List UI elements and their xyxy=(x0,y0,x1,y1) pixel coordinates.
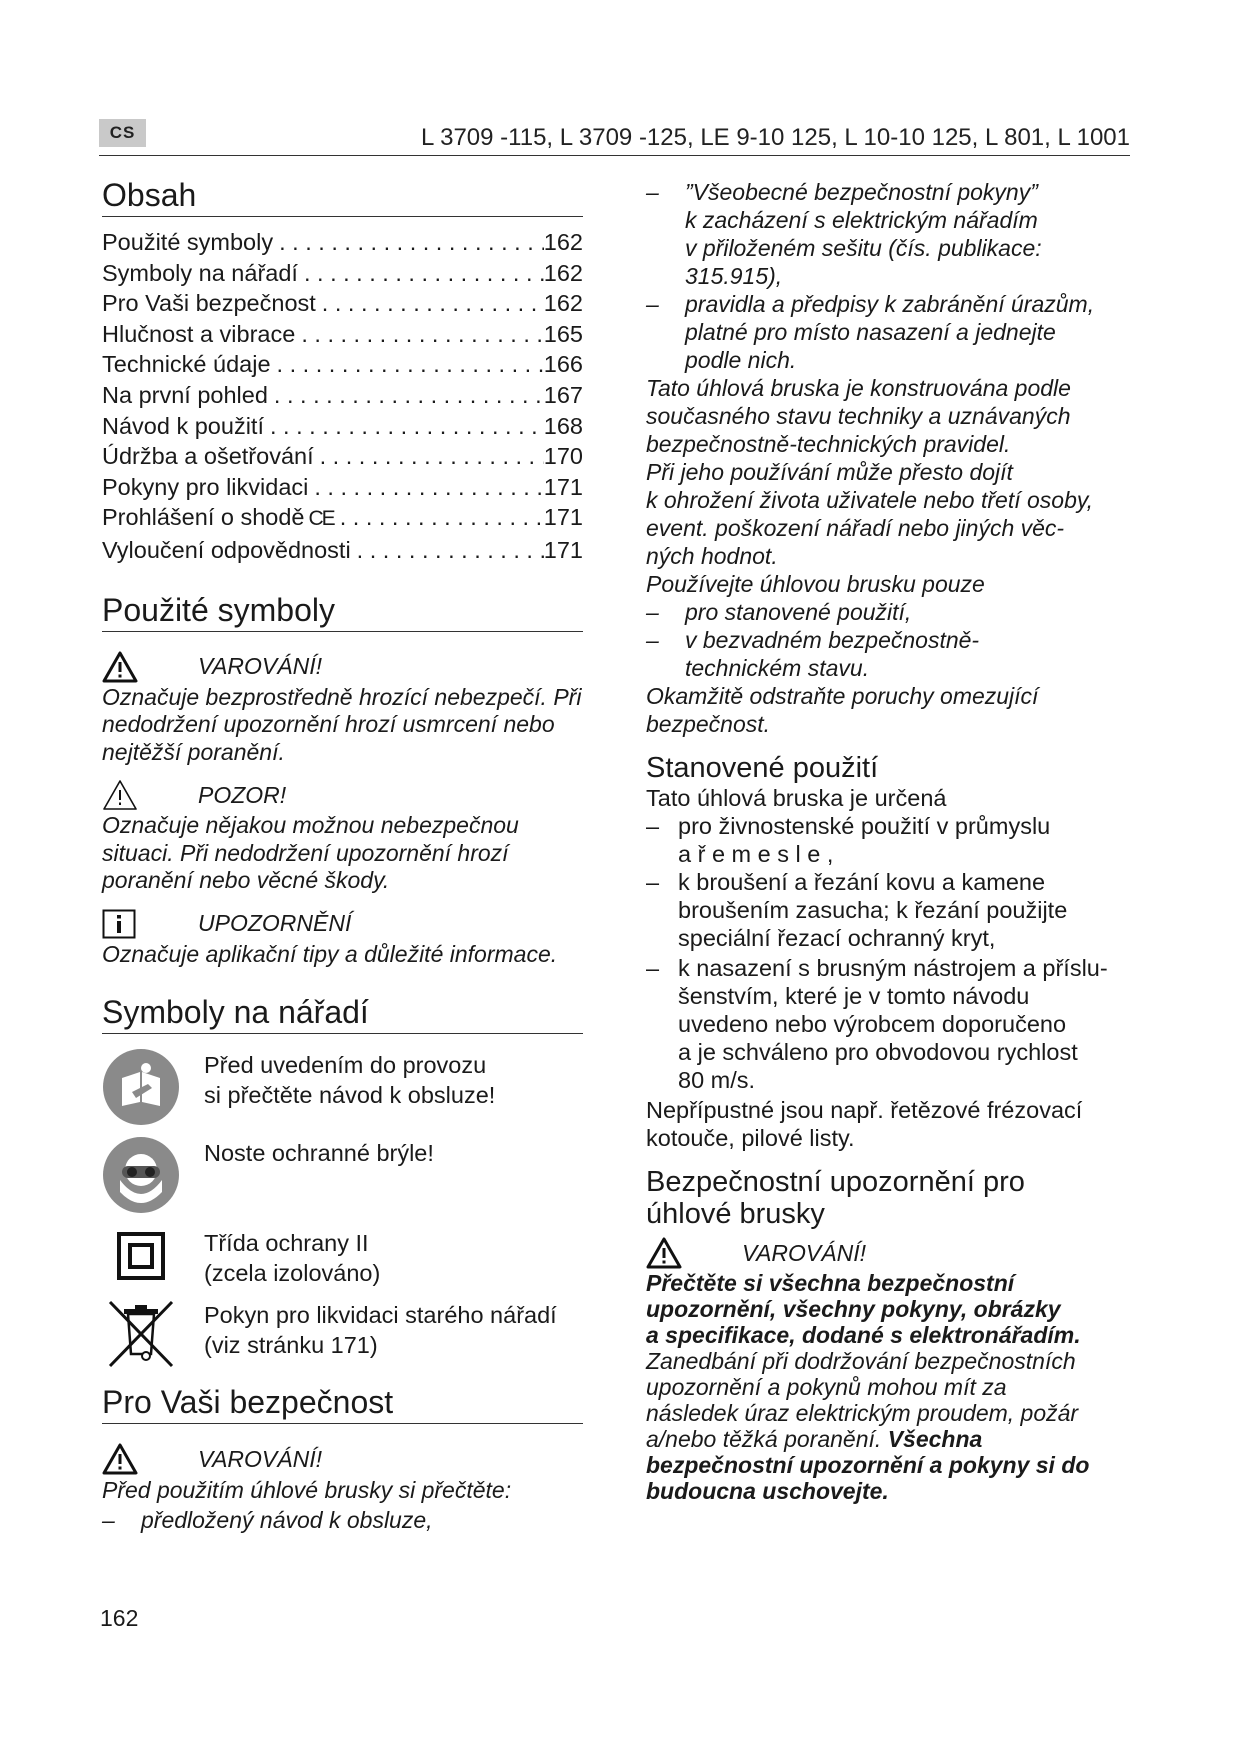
list-item: – pro stanovené použití, xyxy=(646,599,912,625)
safety-paragraph: Tato úhlová bruska je konstruována podle současného stavu techniky a uznávaných bezpečnostně-technických pravidel. Při jeho používání může přesto dojít k ohrožení života uživatele nebo třetí osoby, event. poškození nářadí nebo jiných věc- ných hodnot. Používejte úhlovou brusku pouze xyxy=(646,375,1094,597)
toc-item[interactable] xyxy=(102,227,583,258)
caution-label: POZOR! xyxy=(198,781,287,808)
toc-item[interactable] xyxy=(102,472,583,503)
safety-warning-heading xyxy=(102,1442,583,1476)
toc-label: Návod k použití xyxy=(102,412,264,439)
warning-triangle-icon xyxy=(102,651,198,683)
warning-label: VAROVÁNÍ! xyxy=(198,1445,322,1472)
symbols-title: Použité symboly xyxy=(102,590,583,632)
warning-triangle-icon xyxy=(102,1443,198,1475)
disposal-bin-icon xyxy=(102,1298,204,1370)
header-divider xyxy=(99,155,1130,156)
toc-label: Symboly na nářadí xyxy=(102,259,298,286)
model-list: L 3709 -115, L 3709 -125, LE 9-10 125, L 10-10 125, L 801, L 1001 xyxy=(420,124,1130,151)
safety-paragraph: Okamžitě odstraňte poruchy omezující bezpečnost. xyxy=(646,683,1039,737)
toc-item[interactable] xyxy=(102,502,583,535)
caution-text: Označuje nějakou možnou nebezpečnou situaci. Při nedodržení upozornění hrozí poranění nebo věcné škody. xyxy=(102,812,519,894)
toc-leader xyxy=(273,227,544,258)
warning-heading xyxy=(102,650,583,684)
list-item: – pro živnostenské použití v průmyslu a ř e m e s l e , xyxy=(646,813,1051,867)
toc-label: Technické údaje xyxy=(102,351,271,378)
toc-page: 171 xyxy=(543,473,583,500)
ce-mark-icon: CE xyxy=(308,507,334,531)
list-item: – k broušení a řezání kovu a kamene broušením zasucha; k řezání použijte speciální řezací ochranný kryt, xyxy=(646,869,1068,951)
info-icon xyxy=(102,909,198,939)
toc-page: 166 xyxy=(543,351,583,378)
toc-page: 171 xyxy=(543,536,583,563)
toc-leader xyxy=(271,349,544,380)
toc-item[interactable] xyxy=(102,349,583,380)
tool-symbol-text: Noste ochranné brýle! xyxy=(204,1140,434,1167)
read-manual-icon xyxy=(102,1048,204,1126)
note-text: Označuje aplikační tipy a důležité informace. xyxy=(102,940,558,967)
toc-item[interactable] xyxy=(102,441,583,472)
toc-item[interactable] xyxy=(102,411,583,442)
toc-page: 162 xyxy=(543,229,583,255)
toc-label: Na první pohled xyxy=(102,381,268,408)
protection-class-ii-icon xyxy=(102,1226,204,1288)
caution-heading xyxy=(102,778,583,812)
toc-item[interactable] xyxy=(102,258,583,289)
safety-goggles-icon xyxy=(102,1136,204,1214)
tool-symbols-title: Symboly na nářadí xyxy=(102,992,583,1034)
toc-label: Údržba a ošetřování xyxy=(102,443,314,470)
list-item: – pravidla a předpisy k zabránění úrazům, platné pro místo nasazení a jednejte podle nich. xyxy=(646,291,1095,373)
page-number: 162 xyxy=(100,1605,139,1631)
grinder-warning-heading xyxy=(646,1236,1136,1270)
toc-label: Hlučnost a vibrace xyxy=(102,320,296,347)
tool-symbol-item xyxy=(102,1298,583,1370)
intended-use-outro: Nepřípustné jsou např. řetězové frézovací kotouče, pilové listy. xyxy=(646,1097,1083,1151)
toc-item[interactable] xyxy=(102,380,583,411)
tool-symbol-text: Před uvedením do provozu si přečtěte návod k obsluze! xyxy=(204,1052,496,1109)
toc-leader xyxy=(298,258,544,289)
warning-label: VAROVÁNÍ! xyxy=(198,653,322,680)
toc-page: 165 xyxy=(543,320,583,347)
warning-triangle-icon xyxy=(646,1237,742,1269)
toc-item[interactable] xyxy=(102,319,583,350)
toc-item[interactable] xyxy=(102,535,583,566)
list-item: – předložený návod k obsluze, xyxy=(102,1507,433,1534)
safety-title: Pro Vaši bezpečnost xyxy=(102,1382,583,1424)
note-heading xyxy=(102,907,583,941)
intended-use-title: Stanovené použití xyxy=(646,752,879,784)
toc-item[interactable] xyxy=(102,288,583,319)
toc-leader xyxy=(316,288,544,319)
intended-use-intro: Tato úhlová bruska je určená xyxy=(646,785,947,811)
tool-symbol-item xyxy=(102,1226,583,1288)
tool-symbol-item xyxy=(102,1048,583,1126)
toc-leader xyxy=(334,502,544,533)
toc-page: 162 xyxy=(543,290,583,317)
tool-symbol-text: Pokyn pro likvidaci starého nářadí (viz stránku 171) xyxy=(204,1302,557,1359)
toc-leader xyxy=(314,441,544,472)
toc-label: Vyloučení odpovědnosti xyxy=(102,536,351,563)
note-label: UPOZORNĚNÍ xyxy=(198,910,352,937)
list-item: – ”Všeobecné bezpečnostní pokyny” k zacházení s elektrickým nářadím v přiloženém sešitu (čís. publikace: 315.915), xyxy=(646,179,1042,289)
tool-symbol-text: Třída ochrany II (zcela izolováno) xyxy=(204,1230,381,1287)
tool-symbol-item xyxy=(102,1136,583,1214)
toc-label: Pokyny pro likvidaci xyxy=(102,473,309,500)
grinder-safety-title: Bezpečnostní upozornění pro úhlové brusky xyxy=(646,1166,1025,1230)
toc-label: Pro Vaši bezpečnost xyxy=(102,290,316,317)
toc-leader xyxy=(351,535,544,566)
toc-leader xyxy=(264,411,544,442)
toc-leader xyxy=(268,380,544,411)
caution-triangle-icon xyxy=(102,779,198,811)
toc-page: 170 xyxy=(543,443,583,470)
toc-page: 168 xyxy=(543,412,583,439)
toc-label: Prohlášení o shodě xyxy=(102,504,305,531)
toc-page: 162 xyxy=(543,259,583,286)
safety-intro: Před použitím úhlové brusky si přečtěte: xyxy=(102,1477,512,1504)
toc-leader xyxy=(295,319,543,350)
warning-label: VAROVÁNÍ! xyxy=(742,1239,866,1266)
list-item: – k nasazení s brusným nástrojem a příslu- šenstvím, které je v tomto návodu uvedeno nebo výrobcem doporučeno a je schváleno pro obvodovou rychlost 80 m/s. xyxy=(646,955,1108,1093)
toc-page: 171 xyxy=(543,504,583,531)
list-item: – v bezvadném bezpečnostně- technickém stavu. xyxy=(646,627,980,681)
table-of-contents xyxy=(102,227,583,566)
left-column xyxy=(102,175,583,1534)
warning-text: Označuje bezprostředně hrozící nebezpečí. Při nedodržení upozornění hrozí usmrcení nebo nejtěžší poranění. xyxy=(102,683,582,765)
toc-label: Použité symboly xyxy=(102,229,274,255)
grinder-warning-text: Přečtěte si všechna bezpečnostní upozornění, všechny pokyny, obrázky a specifikace, dodané s elektronářadím. Zanedbání při dodržování bezpečnostních upozornění a pokynů mohou mít za následek úraz elektrickým proudem, požár a/nebo těžká poranění. Všechna bezpečnostní upozornění a pokyny si do budoucna uschovejte. xyxy=(646,1270,1090,1504)
toc-page: 167 xyxy=(543,381,583,408)
toc-leader xyxy=(308,472,543,503)
toc-title: Obsah xyxy=(102,175,583,217)
language-badge: CS xyxy=(99,119,146,147)
right-column xyxy=(646,178,1136,1504)
